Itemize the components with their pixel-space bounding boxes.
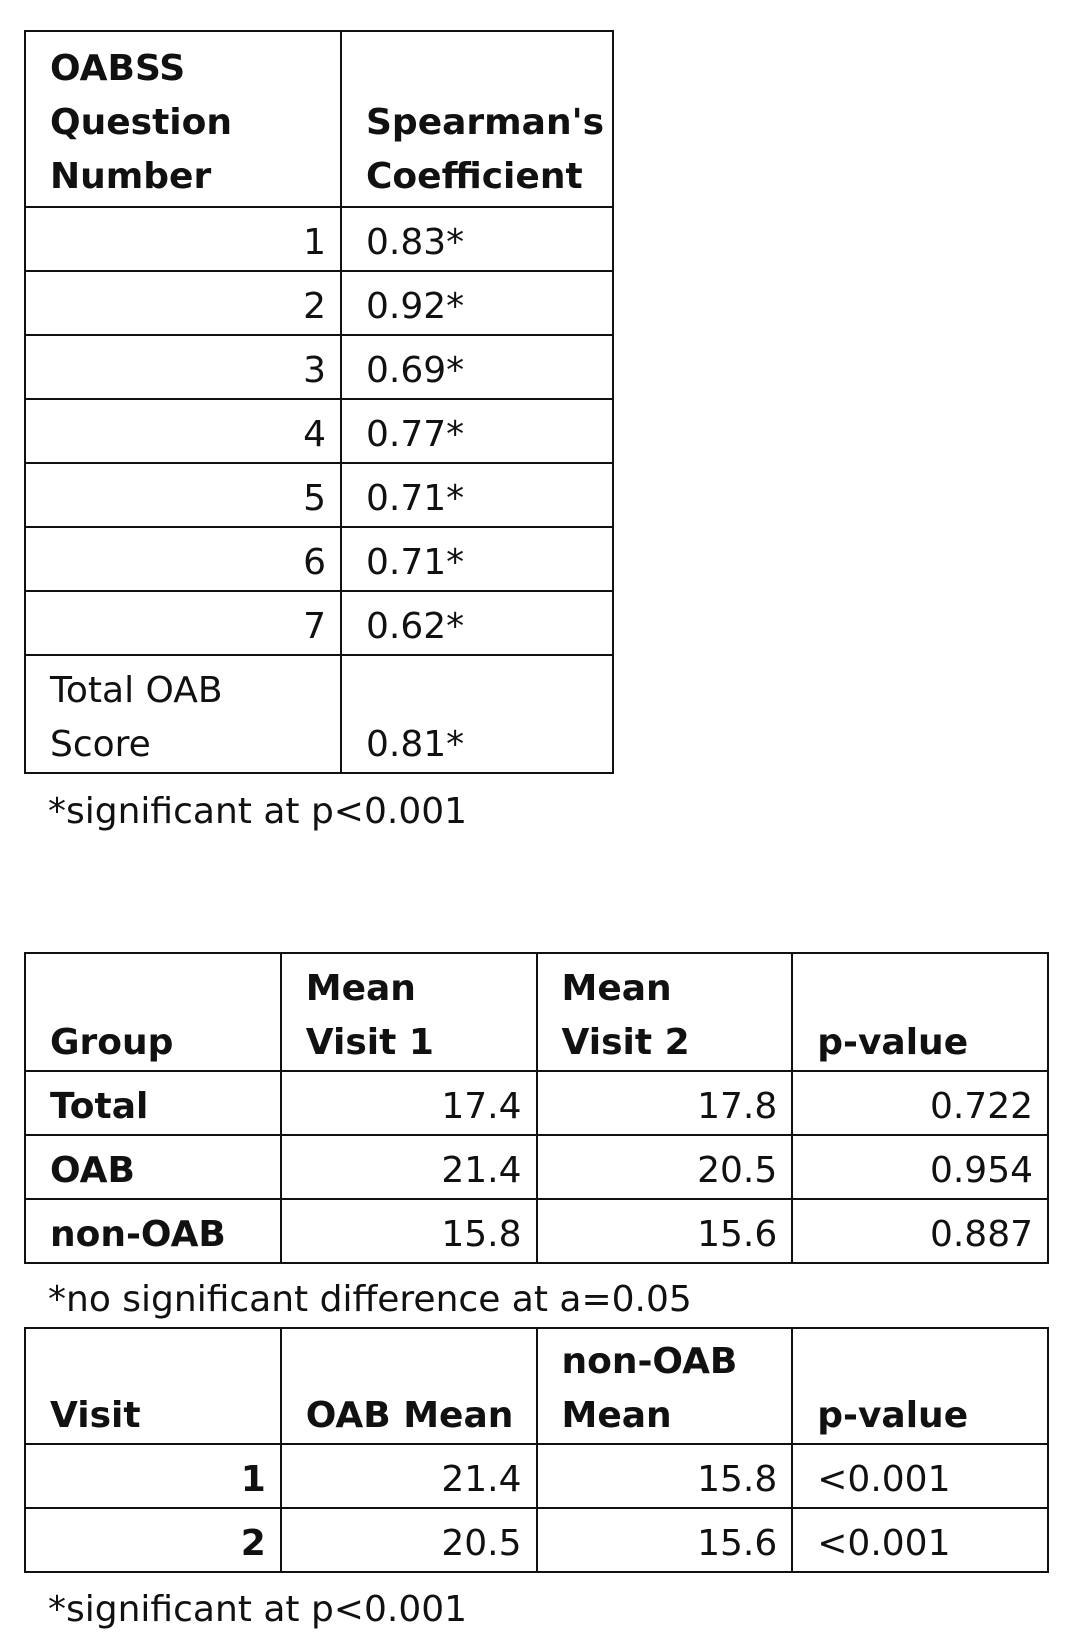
table1-footnote: *significant at p<0.001 xyxy=(48,791,468,832)
question-number-cell: 1 xyxy=(25,207,341,271)
oab-mean-cell: 21.4 xyxy=(281,1444,537,1508)
table2-footnote: *no significant difference at a=0.05 xyxy=(48,1279,692,1320)
table-row xyxy=(25,1444,1048,1508)
table-row xyxy=(25,1508,1048,1572)
coefficient-cell: 0.71* xyxy=(341,527,613,591)
group-cell: Total xyxy=(25,1071,281,1135)
header-oab-mean: OAB Mean xyxy=(281,1328,537,1444)
question-number-cell: 4 xyxy=(25,399,341,463)
question-number-cell: 2 xyxy=(25,271,341,335)
table-row xyxy=(25,335,613,399)
non-oab-mean-cell: 15.8 xyxy=(537,1444,793,1508)
table-row xyxy=(25,463,613,527)
table-row xyxy=(25,1135,1048,1199)
header-spearman-coefficient: Spearman's Coefficient xyxy=(341,31,613,207)
table-row xyxy=(25,591,613,655)
visit-cell: 2 xyxy=(25,1508,281,1572)
question-number-cell: 7 xyxy=(25,591,341,655)
coefficient-cell: 0.69* xyxy=(341,335,613,399)
table-header-row xyxy=(25,31,613,207)
oab-vs-non-oab-table xyxy=(24,1327,1049,1573)
oab-mean-cell: 20.5 xyxy=(281,1508,537,1572)
header-non-oab-mean: non-OAB Mean xyxy=(537,1328,793,1444)
question-number-cell: 5 xyxy=(25,463,341,527)
table-row xyxy=(25,271,613,335)
p-value-cell: 0.722 xyxy=(792,1071,1048,1135)
visit-comparison-table xyxy=(24,952,1049,1264)
mean-visit-1-cell: 15.8 xyxy=(281,1199,537,1263)
mean-visit-2-cell: 20.5 xyxy=(537,1135,793,1199)
p-value-cell: <0.001 xyxy=(792,1508,1048,1572)
total-score-row xyxy=(25,655,613,773)
coefficient-cell: 0.62* xyxy=(341,591,613,655)
group-cell: non-OAB xyxy=(25,1199,281,1263)
table-row xyxy=(25,527,613,591)
header-mean-visit-2: Mean Visit 2 xyxy=(537,953,793,1071)
mean-visit-2-cell: 17.8 xyxy=(537,1071,793,1135)
header-group: Group xyxy=(25,953,281,1071)
question-number-cell: 6 xyxy=(25,527,341,591)
spearman-table xyxy=(24,30,614,774)
mean-visit-1-cell: 17.4 xyxy=(281,1071,537,1135)
coefficient-cell: 0.83* xyxy=(341,207,613,271)
total-score-label: Total OAB Score xyxy=(25,655,341,773)
total-score-coefficient: 0.81* xyxy=(341,655,613,773)
p-value-cell: 0.887 xyxy=(792,1199,1048,1263)
coefficient-cell: 0.71* xyxy=(341,463,613,527)
header-question-number: OABSS Question Number xyxy=(25,31,341,207)
p-value-cell: <0.001 xyxy=(792,1444,1048,1508)
coefficient-cell: 0.92* xyxy=(341,271,613,335)
table-header-row xyxy=(25,1328,1048,1444)
header-visit: Visit xyxy=(25,1328,281,1444)
header-p-value: p-value xyxy=(792,1328,1048,1444)
table-row xyxy=(25,1199,1048,1263)
table-row xyxy=(25,207,613,271)
question-number-cell: 3 xyxy=(25,335,341,399)
mean-visit-1-cell: 21.4 xyxy=(281,1135,537,1199)
table3-footnote: *significant at p<0.001 xyxy=(48,1589,468,1630)
non-oab-mean-cell: 15.6 xyxy=(537,1508,793,1572)
table-row xyxy=(25,399,613,463)
table-header-row xyxy=(25,953,1048,1071)
header-p-value: p-value xyxy=(792,953,1048,1071)
p-value-cell: 0.954 xyxy=(792,1135,1048,1199)
group-cell: OAB xyxy=(25,1135,281,1199)
header-mean-visit-1: Mean Visit 1 xyxy=(281,953,537,1071)
coefficient-cell: 0.77* xyxy=(341,399,613,463)
table-row xyxy=(25,1071,1048,1135)
mean-visit-2-cell: 15.6 xyxy=(537,1199,793,1263)
visit-cell: 1 xyxy=(25,1444,281,1508)
